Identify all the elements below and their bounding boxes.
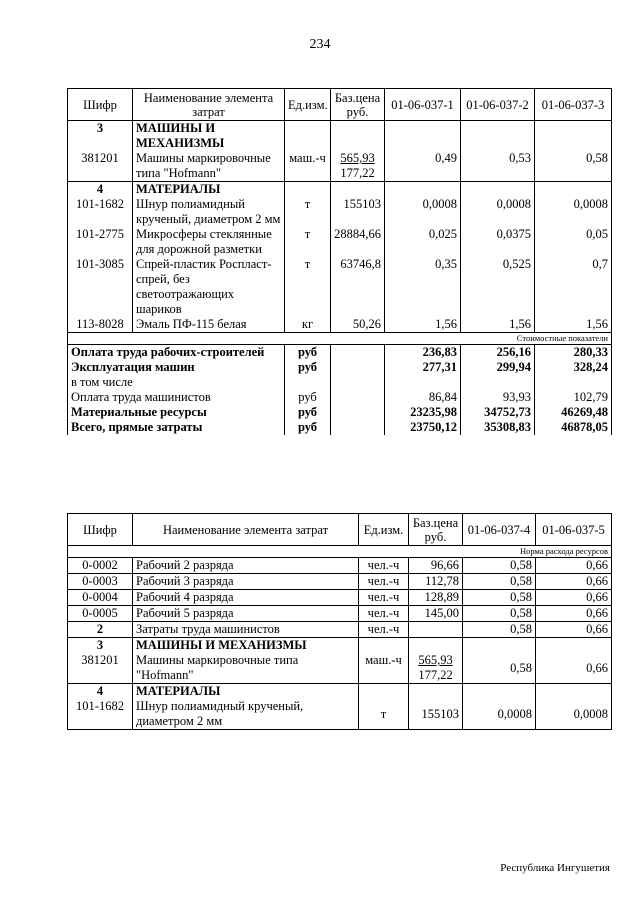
price-bottom: 177,22 xyxy=(418,668,453,682)
row-unit: чел.-ч xyxy=(359,574,409,590)
row-value: 0,66 xyxy=(536,622,612,638)
row-value: 0,05 xyxy=(535,227,612,257)
row-value: 0,58 xyxy=(463,622,536,638)
row-name: Рабочий 4 разряда xyxy=(133,590,359,606)
summary-value: 280,33 xyxy=(535,345,612,361)
row-price: 155103 xyxy=(409,699,463,730)
row-name: Шнур полиамидный крученый, диаметром 2 мм xyxy=(133,699,359,730)
row-value: 0,7 xyxy=(535,257,612,317)
row-code: 0-0005 xyxy=(68,606,133,622)
row-unit: т xyxy=(285,227,331,257)
table-row xyxy=(68,197,612,227)
row-unit: кг xyxy=(285,317,331,333)
row-code: 381201 xyxy=(68,653,133,684)
section-title: МАШИНЫ И МЕХАНИЗМЫ xyxy=(133,638,359,654)
row-price: 63746,8 xyxy=(331,257,385,317)
section-title: МАШИНЫ И МЕХАНИЗМЫ xyxy=(133,121,285,152)
summary-value xyxy=(385,375,461,390)
summary-value: 23235,98 xyxy=(385,405,461,420)
row-value: 1,56 xyxy=(535,317,612,333)
row-unit: чел.-ч xyxy=(359,622,409,638)
row-price: 28884,66 xyxy=(331,227,385,257)
summary-value: 236,83 xyxy=(385,345,461,361)
table-row xyxy=(68,257,612,317)
row-unit: т xyxy=(285,197,331,227)
col-header: 01-06-037-2 xyxy=(461,89,535,121)
row-value: 0,0375 xyxy=(461,227,535,257)
summary-name: Оплата труда машинистов xyxy=(68,390,285,405)
row-value: 1,56 xyxy=(385,317,461,333)
row-value: 0,66 xyxy=(536,590,612,606)
row-value: 0,0008 xyxy=(535,197,612,227)
table-row xyxy=(68,590,612,606)
row-code: 101-3085 xyxy=(68,257,133,317)
summary-unit: руб xyxy=(285,405,331,420)
section-code: 4 xyxy=(68,684,133,700)
section-code: 3 xyxy=(68,121,133,152)
summary-value: 34752,73 xyxy=(461,405,535,420)
row-value: 0,66 xyxy=(536,653,612,684)
table-header-row xyxy=(68,89,612,121)
row-name: Машины маркировочные типа "Hofmann" xyxy=(133,151,285,182)
table-row xyxy=(68,653,612,684)
section-row xyxy=(68,121,612,152)
footer-region: Республика Ингушетия xyxy=(500,862,610,874)
summary-value xyxy=(535,375,612,390)
row-price: 145,00 xyxy=(409,606,463,622)
row-name: Машины маркировочные типа "Hofmann" xyxy=(133,653,359,684)
row-value: 0,35 xyxy=(385,257,461,317)
row-name: Микросферы стеклянные для дорожной разметки xyxy=(133,227,285,257)
summary-blank xyxy=(331,345,385,361)
row-name: Спрей-пластик Роспласт-спрей, без светоотражающих шариков xyxy=(133,257,285,317)
section-title: МАТЕРИАЛЫ xyxy=(133,684,359,700)
col-header: Баз.цена руб. xyxy=(331,89,385,121)
row-value: 0,58 xyxy=(535,151,612,182)
row-value: 0,58 xyxy=(463,574,536,590)
col-header: 01-06-037-5 xyxy=(536,514,612,546)
col-header: Шифр xyxy=(68,89,133,121)
table-header-row xyxy=(68,514,612,546)
summary-row xyxy=(68,390,612,405)
row-value: 0,58 xyxy=(463,606,536,622)
row-price xyxy=(331,151,385,182)
summary-value: 277,31 xyxy=(385,360,461,375)
row-value: 0,49 xyxy=(385,151,461,182)
row-name: Рабочий 5 разряда xyxy=(133,606,359,622)
section-row xyxy=(68,182,612,198)
row-price: 128,89 xyxy=(409,590,463,606)
table-row xyxy=(68,606,612,622)
summary-value: 93,93 xyxy=(461,390,535,405)
summary-name: в том числе xyxy=(68,375,285,390)
row-code: 101-1682 xyxy=(68,197,133,227)
summary-value: 46878,05 xyxy=(535,420,612,435)
row-value: 0,53 xyxy=(461,151,535,182)
row-unit: т xyxy=(359,699,409,730)
row-value: 1,56 xyxy=(461,317,535,333)
row-unit: т xyxy=(285,257,331,317)
section-code: 3 xyxy=(68,638,133,654)
row-unit: чел.-ч xyxy=(359,558,409,574)
summary-row xyxy=(68,420,612,435)
row-code: 0-0003 xyxy=(68,574,133,590)
section-code: 4 xyxy=(68,182,133,198)
row-price: 112,78 xyxy=(409,574,463,590)
summary-name: Материальные ресурсы xyxy=(68,405,285,420)
row-value: 0,0008 xyxy=(461,197,535,227)
summary-value: 328,24 xyxy=(535,360,612,375)
price-top: 565,93 xyxy=(418,653,453,667)
row-value: 0,58 xyxy=(463,653,536,684)
row-price: 155103 xyxy=(331,197,385,227)
summary-value: 46269,48 xyxy=(535,405,612,420)
col-header: Наименование элемента затрат xyxy=(133,89,285,121)
summary-unit: руб xyxy=(285,420,331,435)
col-header: Наименование элемента затрат xyxy=(133,514,359,546)
summary-value: 256,16 xyxy=(461,345,535,361)
summary-row xyxy=(68,375,612,390)
row-price xyxy=(409,622,463,638)
summary-unit xyxy=(285,375,331,390)
summary-blank xyxy=(331,360,385,375)
subheader-row xyxy=(68,546,612,558)
row-value: 0,0008 xyxy=(536,699,612,730)
col-header: Ед.изм. xyxy=(359,514,409,546)
table-row xyxy=(68,699,612,730)
row-value: 0,525 xyxy=(461,257,535,317)
row-value: 0,0008 xyxy=(385,197,461,227)
row-price: 50,26 xyxy=(331,317,385,333)
page-number: 234 xyxy=(309,37,331,52)
col-header: Ед.изм. xyxy=(285,89,331,121)
resource-table-2 xyxy=(67,513,612,730)
row-code: 101-2775 xyxy=(68,227,133,257)
row-value: 0,025 xyxy=(385,227,461,257)
row-value: 0,66 xyxy=(536,558,612,574)
row-code: 113-8028 xyxy=(68,317,133,333)
row-price xyxy=(409,653,463,684)
col-header: 01-06-037-4 xyxy=(463,514,536,546)
row-value: 0,66 xyxy=(536,574,612,590)
row-unit: чел.-ч xyxy=(359,590,409,606)
row-name: Рабочий 2 разряда xyxy=(133,558,359,574)
summary-value: 102,79 xyxy=(535,390,612,405)
row-value: 0,58 xyxy=(463,590,536,606)
summary-unit: руб xyxy=(285,360,331,375)
table-row xyxy=(68,227,612,257)
row-unit: чел.-ч xyxy=(359,606,409,622)
subheader-row xyxy=(68,333,612,345)
summary-value: 299,94 xyxy=(461,360,535,375)
summary-blank xyxy=(331,420,385,435)
row-unit: маш.-ч xyxy=(285,151,331,182)
summary-blank xyxy=(331,390,385,405)
row-code: 381201 xyxy=(68,151,133,182)
row-code: 101-1682 xyxy=(68,699,133,730)
subheader-label: Норма расхода ресурсов xyxy=(68,546,612,558)
summary-value xyxy=(461,375,535,390)
table-row xyxy=(68,574,612,590)
summary-name: Всего, прямые затраты xyxy=(68,420,285,435)
row-price: 96,66 xyxy=(409,558,463,574)
summary-row xyxy=(68,405,612,420)
subheader-label: Стоимостные показатели xyxy=(68,333,612,345)
row-code: 0-0004 xyxy=(68,590,133,606)
table-row xyxy=(68,622,612,638)
row-name: Затраты труда машинистов xyxy=(133,622,359,638)
row-value: 0,58 xyxy=(463,558,536,574)
summary-row xyxy=(68,345,612,361)
summary-row xyxy=(68,360,612,375)
section-row xyxy=(68,638,612,654)
section-title: МАТЕРИАЛЫ xyxy=(133,182,285,198)
row-unit: маш.-ч xyxy=(359,653,409,684)
price-top: 565,93 xyxy=(340,151,375,165)
table-row xyxy=(68,151,612,182)
row-code: 2 xyxy=(68,622,133,638)
summary-unit: руб xyxy=(285,390,331,405)
row-name: Эмаль ПФ-115 белая xyxy=(133,317,285,333)
row-value: 0,66 xyxy=(536,606,612,622)
row-name: Рабочий 3 разряда xyxy=(133,574,359,590)
row-code: 0-0002 xyxy=(68,558,133,574)
section-row xyxy=(68,684,612,700)
col-header: 01-06-037-3 xyxy=(535,89,612,121)
summary-unit: руб xyxy=(285,345,331,361)
summary-name: Эксплуатация машин xyxy=(68,360,285,375)
summary-value: 23750,12 xyxy=(385,420,461,435)
price-bottom: 177,22 xyxy=(340,166,375,180)
summary-blank xyxy=(331,405,385,420)
table-row xyxy=(68,317,612,333)
table-row xyxy=(68,558,612,574)
row-name: Шнур полиамидный крученый, диаметром 2 мм xyxy=(133,197,285,227)
summary-value: 35308,83 xyxy=(461,420,535,435)
summary-value: 86,84 xyxy=(385,390,461,405)
col-header: Шифр xyxy=(68,514,133,546)
summary-blank xyxy=(331,375,385,390)
col-header: 01-06-037-1 xyxy=(385,89,461,121)
summary-name: Оплата труда рабочих-строителей xyxy=(68,345,285,361)
col-header: Баз.цена руб. xyxy=(409,514,463,546)
row-value: 0,0008 xyxy=(463,699,536,730)
resource-table-1 xyxy=(67,88,612,435)
